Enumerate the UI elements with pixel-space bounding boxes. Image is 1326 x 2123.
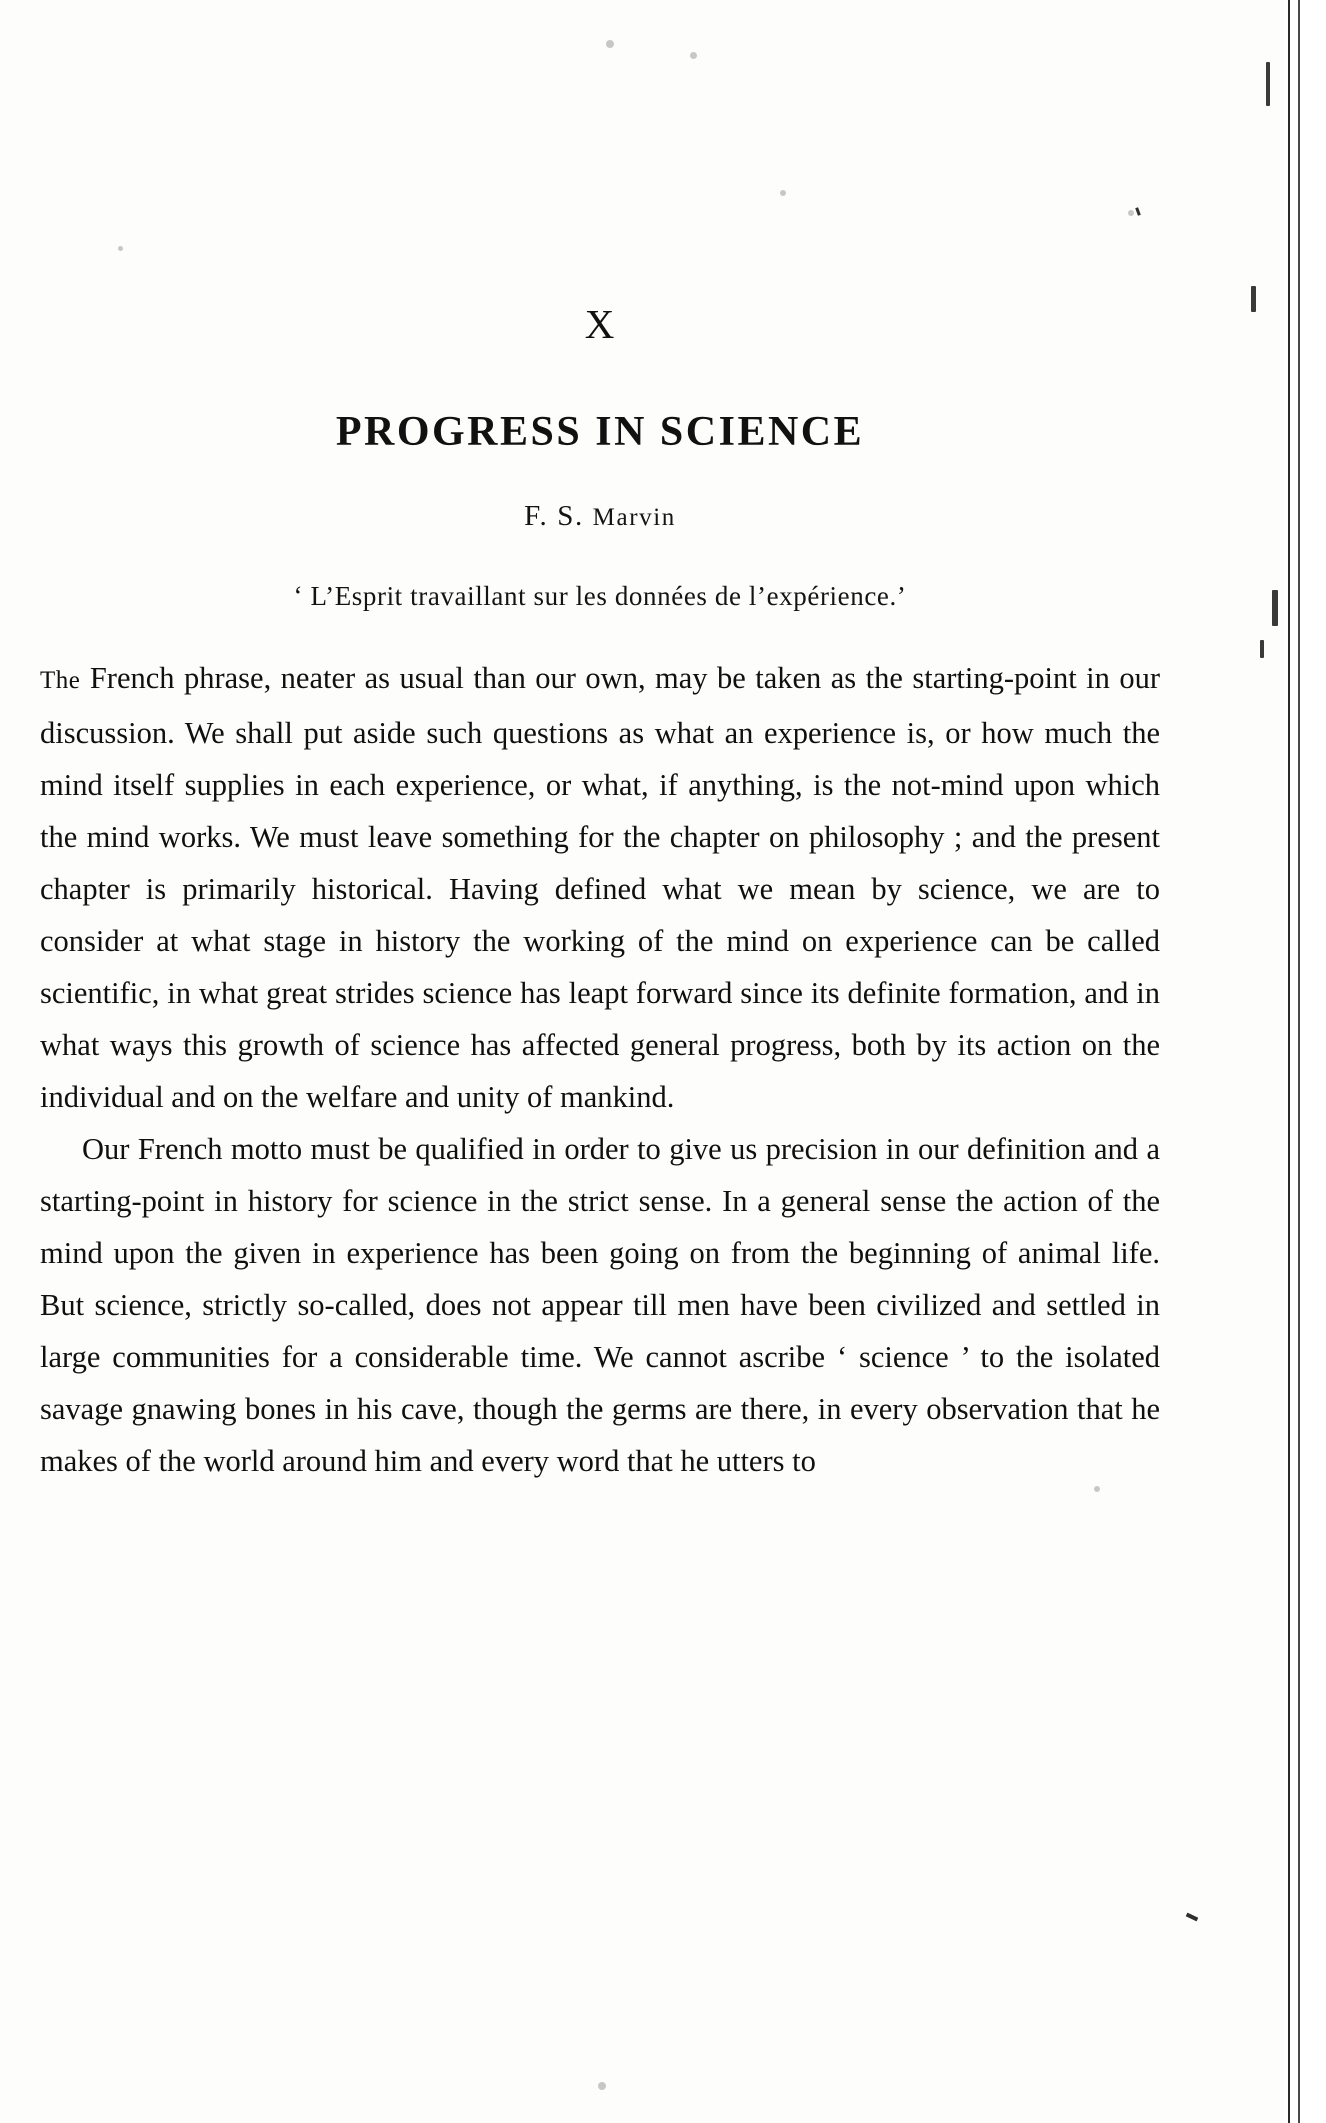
paragraph-text: Our French motto must be qualified in order to give us precision in our definition and a starting-point in history for science in the strict sense. In a general sense the action of the mind upon the given in experience has been going on from the beginning of animal life. But science, strictly so-called, does not appear till men have been civilized and settled in large communities for a considerable time. We cannot ascribe ‘ science ’ to the isolated savage gnawing bones in his cave, though the germs are there, in every observation that he makes of the world around him and every word that he utters to (40, 1132, 1160, 1478)
scan-fleck (1266, 62, 1270, 106)
scan-speck (598, 2082, 606, 2090)
paragraph-lead-smallcaps: The (40, 667, 81, 694)
author-byline (40, 500, 1160, 533)
paragraph-text: French phrase, neater as usual than our own, may be taken as the starting-point in our discussion. We shall put aside such questions as what an experience is, or how much the mind itself supplies in each experience, or what, if anything, is the not-mind upon which the mind works. We must leave something for the chapter on philosophy ; and the present chapter is primarily historical. Having defined what we mean by science, we are to consider at what stage in history the working of the mind on experience can be called scientific, in what great strides science has leapt forward since its definite formation, and in what ways this growth of science has affected general progress, both by its action on the individual and on the welfare and unity of mankind. (40, 661, 1160, 1114)
scan-fleck (1272, 590, 1278, 626)
scan-fleck (1251, 286, 1256, 312)
page-edge-line-secondary (1298, 0, 1300, 2123)
page-title: PROGRESS IN SCIENCE (335, 409, 865, 455)
body-paragraph (40, 1123, 1160, 1487)
page-edge-band (1284, 0, 1326, 2123)
chapter-number: X (584, 301, 616, 347)
body-paragraph (40, 652, 1160, 1123)
text-column (40, 0, 1160, 1487)
page-edge-line (1288, 0, 1290, 2123)
author-initials: F. S. (524, 500, 584, 532)
author-surname: Marvin (592, 504, 676, 531)
scan-fleck (1260, 640, 1264, 658)
epigraph: ‘ L’Esprit travaillant sur les données de l’expérience.’ (293, 581, 907, 611)
scan-tick (1186, 1913, 1199, 1922)
